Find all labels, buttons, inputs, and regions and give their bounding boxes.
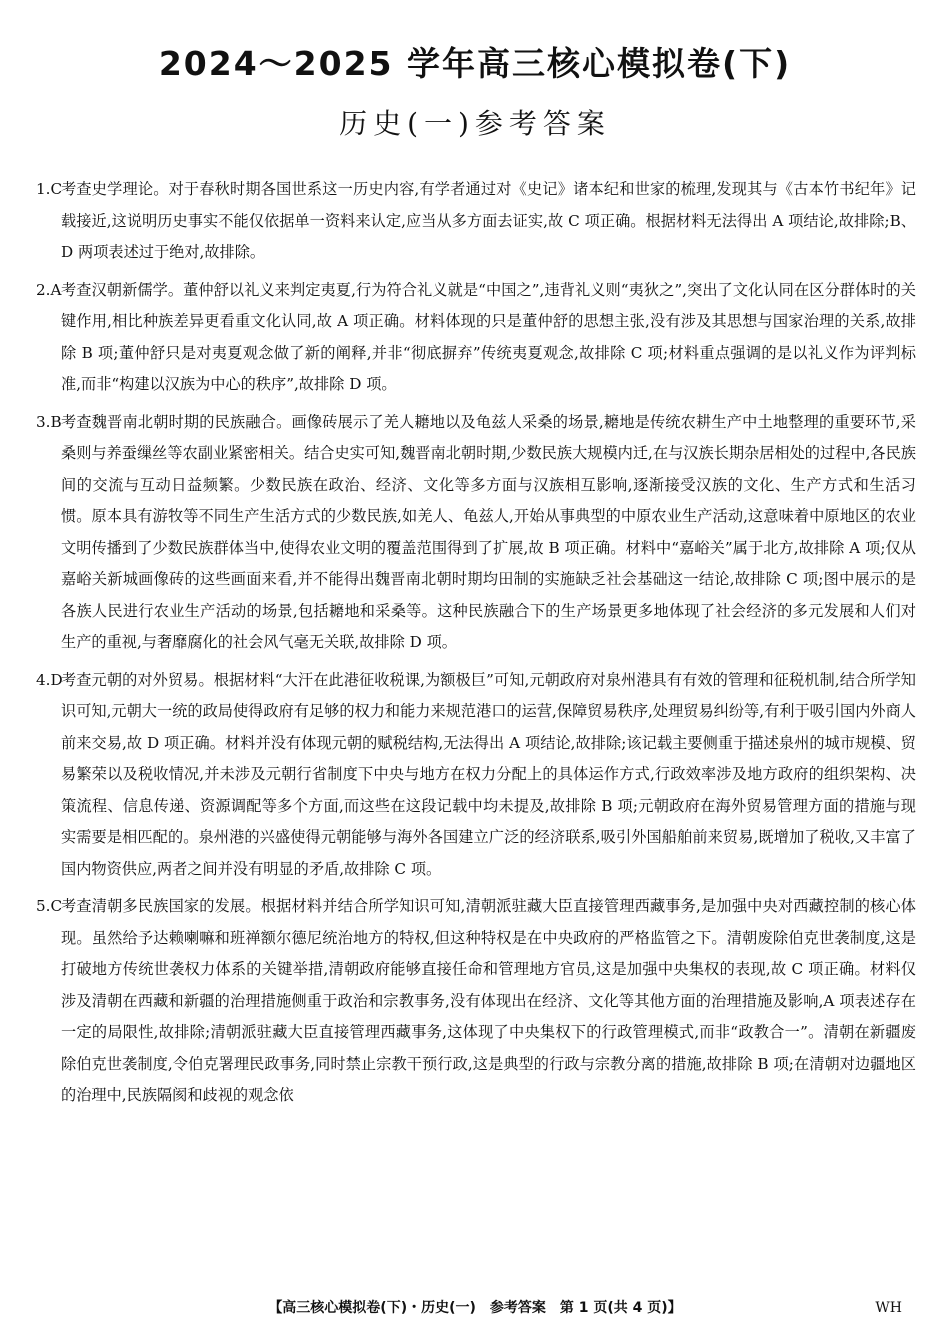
page-subtitle: 历史(一)参考答案 [339,107,611,140]
answer-text: 考查魏晋南北朝时期的民族融合。画像砖展示了羌人耱地以及龟兹人采桑的场景,耱地是传统农耕生产中土地整理的重要环节,采桑则与养蚕缫丝等农副业紧密相关。结合史实可知,魏晋南北朝时期,少数民族大规模内迁,在与汉族长期杂居相处的过程中,各民族间的交流与互动日益频繁。少数民族在政治、经济、文化等多方面与汉族相互影响,逐渐接受汉族的文化、生产方式和生活习惯。原本具有游牧等不同生产生活方式的少数民族,如羌人、龟兹人,开始从事典型的中原农业生产活动,这意味着中原地区的农业文明传播到了少数民族群体当中,使得农业文明的覆盖范围得到了扩展,故 B 项正确。材料中“嘉峪关”属于北方,故排除 A 项;仅从嘉峪关新城画像砖的这些画面来看,并不能得出魏晋南北朝时期均田制的实施缺乏社会基础这一结论,故排除 C 项;图中展示的是各族人民进行农业生产活动的场景,包括耱地和采桑等。这种民族融合下的生产场景更多地体现了社会经济的多元发展和人们对生产的重视,与奢靡腐化的社会风气毫无关联,故排除 D 项。 [61,412,916,651]
answer-number: 5.C [36,897,63,915]
answer-text: 考查元朝的对外贸易。根据材料“大汗在此港征收税课,为额极巨”可知,元朝政府对泉州港具有有效的管理和征税机制,结合所学知识可知,元朝大一统的政局使得政府有足够的权力和能力来规范港口的运营,保障贸易秩序,处理贸易纠纷等,有利于吸引国内外商人前来交易,故 D 项正确。材料并没有体现元朝的赋税结构,无法得出 A 项结论,故排除;该记载主要侧重于描述泉州的城市规模、贸易繁荣以及税收情况,并未涉及元朝行省制度下中央与地方在权力分配上的具体运作方式,行政效率涉及地方政府的组织架构、决策流程、信息传递、资源调配等多个方面,而这些在这段记载中均未提及,故排除 B 项;元朝政府在海外贸易管理方面的措施与现实需要是相匹配的。泉州港的兴盛使得元朝能够与海外各国建立广泛的经济联系,吸引外国船舶前来贸易,既增加了税收,又丰富了国内物资供应,两者之间并没有明显的矛盾,故排除 C 项。 [61,670,916,878]
answer-number: 1.C [36,180,63,198]
footer-text: 【高三核心模拟卷(下)・历史(一) 参考答案 第 1 页(共 4 页)】 [268,1300,682,1316]
answer-number: 2.A [36,280,62,299]
answer-item-2 [36,275,916,401]
answers-list [36,174,916,1118]
answer-item-4 [36,665,916,886]
answer-item-1 [36,174,916,269]
answer-text: 考查清朝多民族国家的发展。根据材料并结合所学知识可知,清朝派驻藏大臣直接管理西藏事务,是加强中央对西藏控制的核心体现。虽然给予达赖喇嘛和班禅额尔德尼统治地方的特权,但这种特权是在中央政府的严格监管之下。清朝废除伯克世袭制度,这是打破地方传统世袭权力体系的关键举措,清朝政府能够直接任命和管理地方官员,这是加强中央集权的表现,故 C 项正确。材料仅涉及清朝在西藏和新疆的治理措施侧重于政治和宗教事务,没有体现出在经济、文化等其他方面的治理措施及影响,A 项表述存在一定的局限性,故排除;清朝派驻藏大臣直接管理西藏事务,这体现了中央集权下的行政管理模式,而非“政教合一”。清朝在新疆废除伯克世袭制度,令伯克署理民政事务,同时禁止宗教干预行政,这是典型的行政与宗教分离的措施,故排除 B 项;在清朝对边疆地区的治理中,民族隔阂和歧视的观念依 [61,897,916,1104]
footer-code: WH [875,1300,902,1316]
answer-number: 4.D [36,670,63,689]
answer-text: 考查汉朝新儒学。董仲舒以礼义来判定夷夏,行为符合礼义就是“中国之”,违背礼义则“夷狄之”,突出了文化认同在区分群体时的关键作用,相比种族差异更看重文化认同,故 A 项正确。材料体现的只是董仲舒的思想主张,没有涉及其思想与国家治理的关系,故排除 B 项;董仲舒只是对夷夏观念做了新的阐释,并非“彻底摒弃”传统夷夏观念,故排除 C 项;材料重点强调的是以礼义作为评判标准,而非“构建以汉族为中心的秩序”,故排除 D 项。 [61,280,916,393]
answer-item-3 [36,407,916,659]
answer-number: 3.B [36,412,62,431]
page-footer [0,1296,950,1320]
page-title: 2024～2025 学年高三核心模拟卷(下) [158,44,792,83]
answer-text: 考查史学理论。对于春秋时期各国世系这一历史内容,有学者通过对《史记》诸本纪和世家的梳理,发现其与《古本竹书纪年》记载接近,这说明历史事实不能仅依据单一资料来认定,应当从多方面去证实,故 C 项正确。根据材料无法得出 A 项结论,故排除;B、D 两项表述过于绝对,故排除。 [61,180,916,261]
answer-item-5 [36,891,916,1112]
